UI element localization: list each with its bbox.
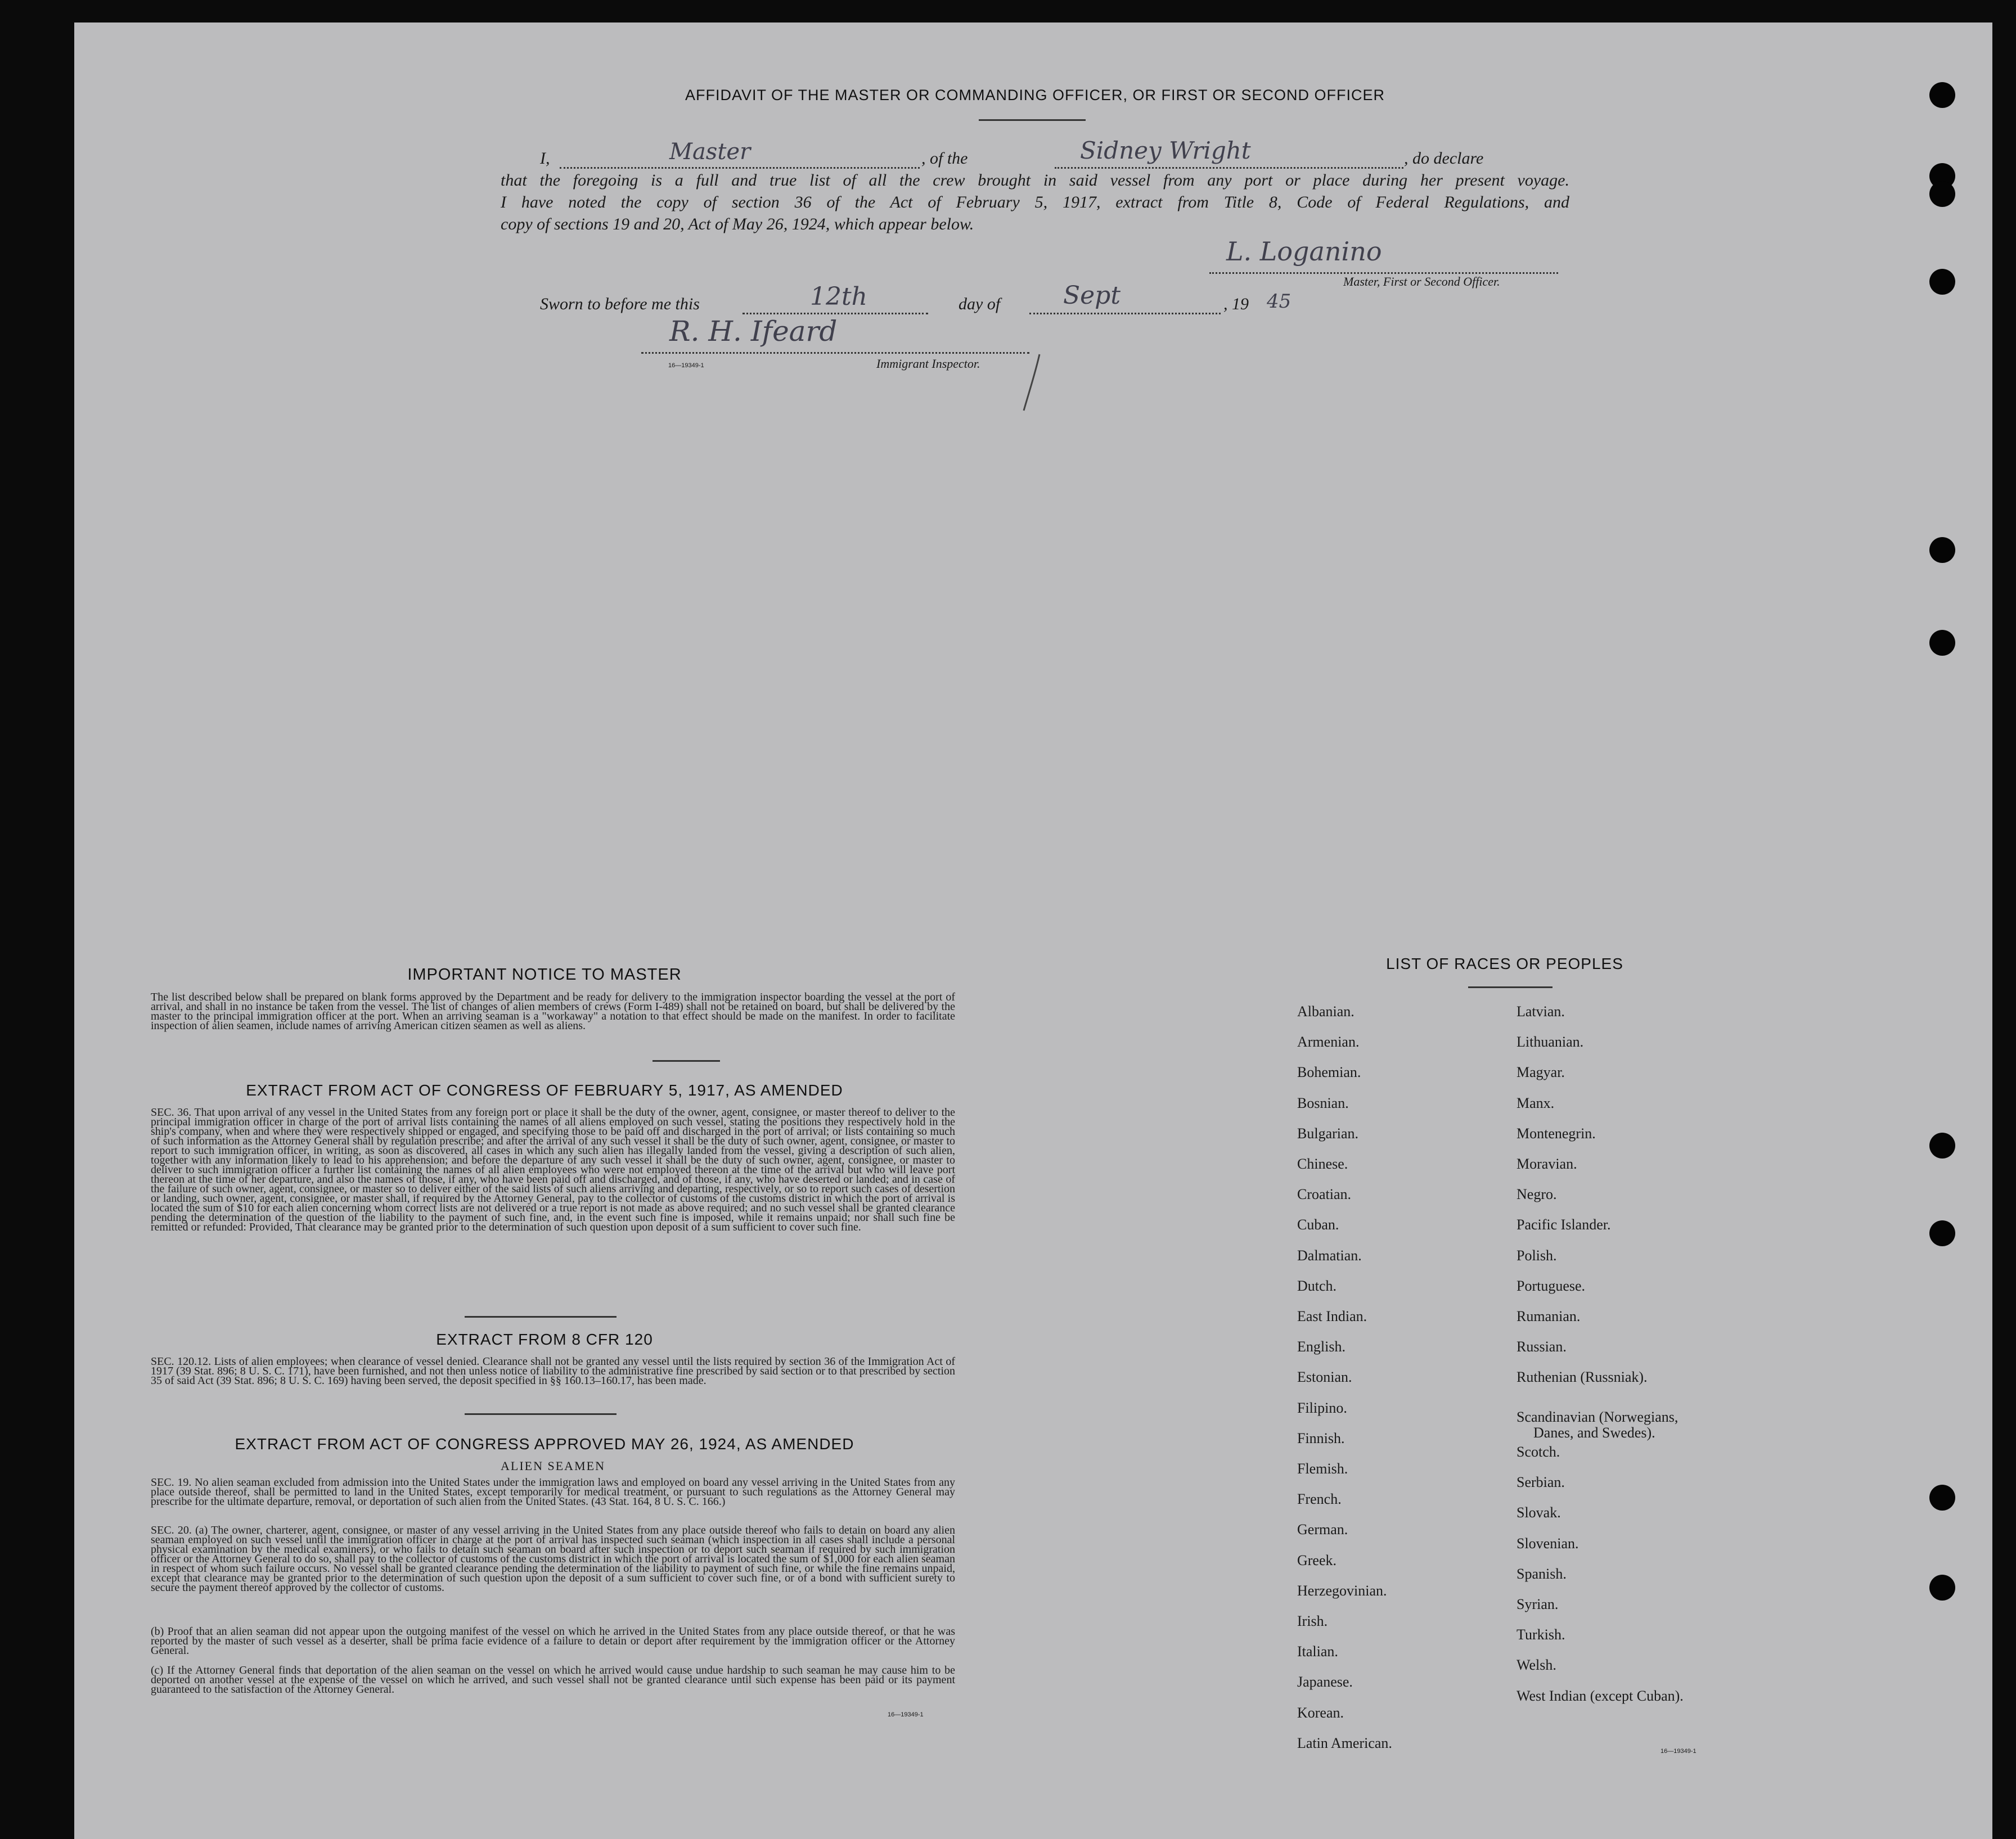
race-item: Japanese.: [1297, 1674, 1353, 1690]
race-item: Bulgarian.: [1297, 1125, 1359, 1142]
month-handwriting: Sept: [1063, 281, 1121, 310]
inspector-signature: R. H. Ifeard: [669, 315, 838, 348]
race-item: West Indian (except Cuban).: [1516, 1688, 1684, 1704]
race-item: Moravian.: [1516, 1156, 1577, 1172]
races-divider: [1468, 986, 1552, 988]
race-item: Lithuanian.: [1516, 1034, 1584, 1050]
race-item: Scotch.: [1516, 1444, 1560, 1460]
race-item: Slovak.: [1516, 1504, 1561, 1521]
of-the-label: , of the: [921, 149, 968, 168]
title-divider: [979, 119, 1086, 121]
race-item: Armenian.: [1297, 1034, 1360, 1050]
notice-title: IMPORTANT NOTICE TO MASTER: [407, 966, 682, 984]
punch-hole: [1929, 1220, 1955, 1246]
race-item: Magyar.: [1516, 1064, 1565, 1080]
race-item: Russian.: [1516, 1338, 1567, 1355]
extract-1924-body-3: (b) Proof that an alien seaman did not appear upon the outgoing manifest of the vessel on which he arrived in the United States from any place outside thereof, or that he was reported by the master of such vessel as a deserter, shall be prima facie evidence of a failure to detain or deport after requirement by the immigration officer or the Attorney General.: [151, 1625, 955, 1657]
extract-1924-body-2: SEC. 20. (a) The owner, charterer, agent, consignee, or master of any vessel arriving in the United States from any place outside thereof who fails to detain on board any alien seaman employed on such vessel until the immigration officer in charge at the port of arrival has inspected such seaman (which inspection in all cases shall include a personal physical examination by the medical examiners), or who fails to detain such seaman on board after such inspection or to deport such seaman if required by such immigration officer or the Attorney General to do so, shall pay to the collector of customs of the customs district in which the port of arrival is located the sum of $1,000 for each alien seaman in respect of whom such failure occurs. No vessel shall be granted clearance pending the determination of the liability to payment of such fine, or while the fine remains unpaid, except that clearance may be granted prior to the determination of such question upon the deposit of a sum sufficient to cover such fine, or of a bond with sufficient surety to secure the payment thereof approved by the collector of customs.: [151, 1524, 955, 1594]
cfr-body: SEC. 120.12. Lists of alien employees; when clearance of vessel denied. Clearance shall not be granted any vessel until the lists required by section 36 of the Immigration Act of 1917 (39 Stat. 896; 8 U. S. C. 171), have been furnished, and not then unless notice of liability to the administrative fine prescribed by said section or to that prescribed by section 35 of said Act (39 Stat. 896; 8 U. S. C. 169) having been served, the deposit specified in §§ 160.13–160.17, has been made.: [151, 1355, 955, 1387]
race-item: Estonian.: [1297, 1369, 1352, 1385]
affidavit-line4: copy of sections 19 and 20, Act of May 26, 1924, which appear below.: [501, 215, 974, 233]
race-item: East Indian.: [1297, 1308, 1367, 1324]
punch-hole: [1929, 1485, 1955, 1511]
race-item: Welsh.: [1516, 1657, 1556, 1673]
month-field: [1029, 297, 1221, 314]
master-caption: Master, First or Second Officer.: [1343, 274, 1500, 289]
pen-stroke: [1012, 351, 1046, 413]
race-item: Italian.: [1297, 1643, 1338, 1660]
race-item: Filipino.: [1297, 1400, 1347, 1416]
races-form-code: 16—19349-1: [1660, 1748, 1696, 1755]
day-of-label: day of: [958, 295, 1001, 313]
affidavit-title: AFFIDAVIT OF THE MASTER OR COMMANDING OFFICER, OR FIRST OR SECOND OFFICER: [685, 87, 1385, 103]
race-item: Danes, and Swedes).: [1533, 1425, 1655, 1441]
extract-1924-body-4: (c) If the Attorney General finds that deportation of the alien seaman on the vessel on which he arrived would cause undue hardship to such seaman he may cause him to be deported on another vessel at the expense of the vessel on which he arrived, and such vessel shall not be granted clearance until such expense has been paid or its payment guaranteed to the satisfaction of the Attorney General.: [151, 1664, 955, 1696]
affidavit-line3: I have noted the copy of section 36 of the Act of February 5, 1917, extract from Title 8, Code of Federal Regulations, and: [501, 193, 1569, 211]
notice-body: The list described below shall be prepared on blank forms approved by the Department and be ready for delivery to the immigration inspector boarding the vessel at the port of arrival, and shall in no instance be taken from the vessel. The list of changes of alien members of crews (Form I-489) shall not be retained on board, but shall be delivered by the master to the principal immigration officer at the port. When an arriving seaman is a "workaway" a notation to that effect should be made on the manifest. In order to facilitate inspection of alien seamen, include names of arriving American citizen seamen as well as aliens.: [151, 991, 955, 1032]
race-item: Greek.: [1297, 1552, 1337, 1568]
punch-hole: [1929, 82, 1955, 108]
extract-1917-body: SEC. 36. That upon arrival of any vessel in the United States from any foreign port or place it shall be the duty of the owner, agent, consignee, or master thereof to deliver to the principal immigration officer in charge of the port of arrival lists containing the names of all aliens employed on such vessel, stating the positions they respectively hold in the ship's company, when and where they were respectively shipped or engaged, and specifying those to be paid off and discharged in the port of arrival; or lists containing so much of such information as the Attorney General shall by regulation prescribe; and after the arrival of any such vessel it shall be the duty of such owner, agent, consignee, or master to report to such immigration officer, in writing, as soon as discovered, all cases in which any such alien has illegally landed from the vessel, giving a description of such alien, together with any information likely to lead to his apprehension; and before the departure of any such vessel it shall be the duty of such owner, agent, consignee, or master to deliver to such immigration officer a further list containing the names of all alien employees who were not employed thereon at the time of the arrival but who will leave port thereon at the time of her departure, and also the names of those, if any, who have been paid off and discharged, and of those, if any, who have deserted or landed; and in case of the failure of such owner, agent, consignee, or master so to deliver either of the said lists of such aliens arriving and departing, respectively, or so to report such cases of desertion or landing, such owner, agent, consignee, or master shall, if required by the Attorney General, pay to the collector of customs of the customs district in which the port of arrival is located the sum of $10 for each alien concerning whom correct lists are not delivered or a true report is not made as above required; and no such vessel shall be granted clearance pending the determination of the question of the liability to the payment of such fine, and, in the event such fine is imposed, while it remains unpaid; nor shall such fine be remitted or refunded: Provided, That clearance may be granted prior to the determination of such question upon deposit of a sum sufficient to cover such fine.: [151, 1106, 955, 1233]
year-handwriting: 45: [1267, 290, 1292, 313]
notice-divider: [652, 1060, 720, 1062]
punch-hole: [1929, 269, 1955, 295]
affidavit-line2: that the foregoing is a full and true list of all the crew brought in said vessel from any port or place during her present voyage.: [501, 171, 1569, 190]
affidavit-line1: [501, 137, 1569, 174]
affidavit-form-code: 16—19349-1: [668, 362, 704, 369]
sworn-line: [540, 281, 1384, 319]
extract-1924-body-1: SEC. 19. No alien seaman excluded from admission into the United States under the immigration laws and employed on board any vessel arriving in the United States from any place outside thereof, shall be permitted to land in the United States, except temporarily for medical treatment, or pursuant to such regulations as the Attorney General may prescribe for the ultimate departure, removal, or deportation of such alien from the United States. (43 Stat. 164, 8 U. S. C. 166.): [151, 1476, 955, 1508]
punch-hole: [1929, 630, 1955, 656]
race-item: Dalmatian.: [1297, 1247, 1362, 1264]
race-item: Montenegrin.: [1516, 1125, 1596, 1142]
race-item: Dutch.: [1297, 1278, 1337, 1294]
race-item: Rumanian.: [1516, 1308, 1581, 1324]
race-item: Spanish.: [1516, 1566, 1567, 1582]
punch-hole: [1929, 1133, 1955, 1159]
race-item: Ruthenian (Russniak).: [1516, 1369, 1648, 1385]
race-item: Slovenian.: [1516, 1535, 1579, 1552]
i-label: I,: [540, 149, 550, 168]
race-item: Serbian.: [1516, 1474, 1565, 1490]
race-item: Manx.: [1516, 1095, 1555, 1111]
race-item: Bosnian.: [1297, 1095, 1349, 1111]
races-title: LIST OF RACES OR PEOPLES: [1386, 955, 1623, 972]
race-item: Syrian.: [1516, 1596, 1559, 1612]
day-handwriting: 12th: [810, 282, 868, 311]
race-item: Korean.: [1297, 1705, 1344, 1721]
do-declare-label: , do declare: [1404, 149, 1484, 168]
cfr-divider: [465, 1413, 616, 1415]
extract-1924-subtitle: ALIEN SEAMEN: [501, 1459, 605, 1473]
race-item: Herzegovinian.: [1297, 1583, 1387, 1599]
race-item: Cuban.: [1297, 1216, 1339, 1233]
extract-1917-divider: [465, 1316, 616, 1318]
race-item: Latvian.: [1516, 1003, 1565, 1020]
year-label: , 19: [1223, 295, 1249, 313]
race-item: Chinese.: [1297, 1156, 1348, 1172]
race-item: Scandinavian (Norwegians,: [1516, 1409, 1678, 1425]
race-item: Albanian.: [1297, 1003, 1354, 1020]
race-item: French.: [1297, 1491, 1342, 1507]
race-item: Flemish.: [1297, 1461, 1348, 1477]
race-item: Bohemian.: [1297, 1064, 1361, 1080]
cfr-title: EXTRACT FROM 8 CFR 120: [436, 1331, 653, 1348]
master-signature: L. Loganino: [1226, 236, 1382, 267]
race-item: Pacific Islander.: [1516, 1216, 1611, 1233]
race-item: Polish.: [1516, 1247, 1557, 1264]
race-item: English.: [1297, 1338, 1346, 1355]
extract-1924-title: EXTRACT FROM ACT OF CONGRESS APPROVED MAY 26, 1924, AS AMENDED: [235, 1435, 854, 1453]
sworn-label: Sworn to before me this: [540, 295, 700, 313]
race-item: Irish.: [1297, 1613, 1328, 1629]
race-item: Turkish.: [1516, 1626, 1565, 1643]
extract-form-code: 16—19349-1: [888, 1711, 924, 1718]
race-item: Portuguese.: [1516, 1278, 1586, 1294]
race-item: Finnish.: [1297, 1430, 1345, 1446]
inspector-caption: Immigrant Inspector.: [876, 357, 980, 371]
race-item: Negro.: [1516, 1186, 1557, 1202]
punch-hole: [1929, 537, 1955, 563]
vessel-handwriting: Sidney Wright: [1080, 137, 1251, 164]
punch-hole: [1929, 181, 1955, 207]
punch-hole: [1929, 1575, 1955, 1601]
race-item: German.: [1297, 1521, 1348, 1538]
extract-1917-title: EXTRACT FROM ACT OF CONGRESS OF FEBRUARY 5, 1917, AS AMENDED: [246, 1081, 843, 1099]
race-item: Croatian.: [1297, 1186, 1352, 1202]
officer-handwriting: Master: [669, 139, 751, 165]
race-item: Latin American.: [1297, 1735, 1392, 1751]
